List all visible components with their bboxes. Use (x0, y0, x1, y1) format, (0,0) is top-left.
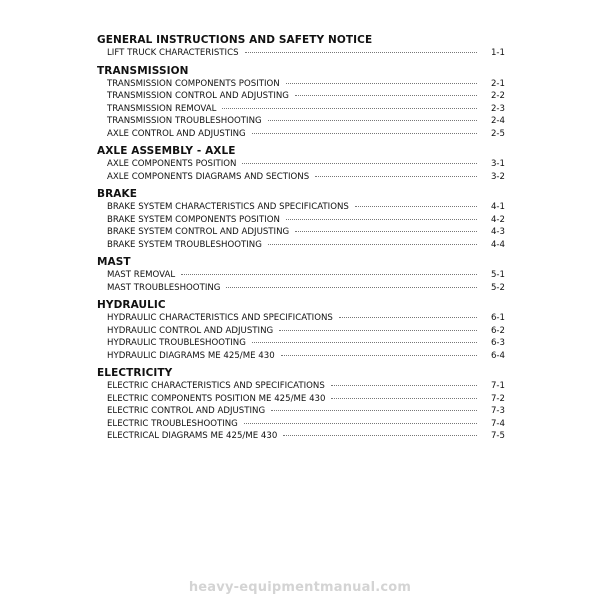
entry-page-number: 6-3 (490, 338, 505, 348)
section-title: GENERAL INSTRUCTIONS AND SAFETY NOTICE (97, 34, 373, 46)
entry-label: BRAKE SYSTEM CONTROL AND ADJUSTING (107, 227, 290, 237)
dot-leader (281, 355, 477, 356)
entry-label: ELECTRIC COMPONENTS POSITION ME 425/ME 430 (107, 393, 326, 404)
dot-leader (286, 83, 477, 84)
entry-label: TRANSMISSION CONTROL AND ADJUSTING (107, 91, 289, 101)
entry-label: AXLE COMPONENTS DIAGRAMS AND SECTIONS (107, 171, 310, 182)
entry-label: HYDRAULIC CONTROL AND ADJUSTING (107, 325, 274, 336)
toc-section (97, 299, 505, 362)
entry-label: TRANSMISSION REMOVAL (107, 103, 217, 114)
entry-page-number: 3-1 (490, 159, 505, 169)
entry-label: ELECTRIC CHARACTERISTICS AND SPECIFICATIONS (107, 381, 325, 391)
dot-leader (271, 410, 477, 411)
entry-label: TRANSMISSION COMPONENTS POSITION (107, 78, 280, 89)
dot-leader (181, 274, 477, 275)
entry-page-number: 2-3 (490, 103, 505, 114)
toc-section (97, 367, 505, 443)
toc-entry[interactable] (97, 282, 505, 295)
dot-leader (268, 244, 477, 245)
entry-page-number: 4-4 (490, 239, 505, 250)
toc-entry[interactable] (97, 269, 505, 282)
dot-leader (295, 95, 477, 96)
toc-entry[interactable] (97, 325, 505, 338)
section-title: ELECTRICITY (97, 367, 173, 379)
toc-section (97, 256, 505, 294)
toc-entry[interactable] (97, 103, 505, 116)
toc-entry[interactable] (97, 337, 505, 350)
entry-label: MAST TROUBLESHOOTING (107, 282, 221, 293)
entry-label: LIFT TRUCK CHARACTERISTICS (107, 48, 239, 58)
toc-section (97, 65, 505, 141)
toc-entry[interactable] (97, 171, 505, 184)
entry-page-number: 5-1 (490, 270, 505, 280)
toc-section (97, 34, 505, 60)
toc-entry[interactable] (97, 430, 505, 443)
section-title: BRAKE (97, 188, 138, 200)
dot-leader (252, 342, 477, 343)
toc-entry[interactable] (97, 312, 505, 325)
section-title: MAST (97, 256, 131, 268)
dot-leader (244, 423, 477, 424)
entry-label: AXLE COMPONENTS POSITION (107, 159, 237, 169)
section-title: AXLE ASSEMBLY - AXLE (97, 145, 236, 157)
entry-page-number: 6-4 (490, 350, 505, 361)
dot-leader (295, 231, 477, 232)
dot-leader (339, 317, 477, 318)
toc-entry[interactable] (97, 405, 505, 418)
entry-page-number: 7-5 (490, 431, 505, 441)
section-title: TRANSMISSION (97, 64, 189, 77)
entry-label: BRAKE SYSTEM CHARACTERISTICS AND SPECIFICATIONS (107, 202, 349, 212)
entry-page-number: 4-3 (490, 227, 505, 237)
toc-entry[interactable] (97, 350, 505, 363)
toc-entry[interactable] (97, 214, 505, 227)
entry-label: ELECTRIC TROUBLESHOOTING (107, 418, 238, 429)
entry-page-number: 7-3 (490, 406, 505, 416)
toc-entry[interactable] (97, 418, 505, 431)
toc-entry[interactable] (97, 115, 505, 128)
dot-leader (222, 108, 477, 109)
toc-entry[interactable] (97, 201, 505, 214)
dot-leader (226, 287, 477, 288)
dot-leader (242, 163, 477, 164)
entry-page-number: 2-1 (490, 78, 505, 89)
toc-entry[interactable] (97, 128, 505, 141)
entry-page-number: 6-1 (490, 313, 505, 323)
entry-page-number: 4-2 (490, 214, 505, 225)
toc-entry[interactable] (97, 393, 505, 406)
entry-label: AXLE CONTROL AND ADJUSTING (107, 128, 246, 139)
entry-label: ELECTRICAL DIAGRAMS ME 425/ME 430 (107, 431, 278, 441)
entry-page-number: 2-5 (490, 128, 505, 139)
entry-page-number: 7-4 (490, 418, 505, 429)
toc-entry[interactable] (97, 90, 505, 103)
entry-page-number: 7-2 (490, 393, 505, 404)
entry-label: HYDRAULIC CHARACTERISTICS AND SPECIFICATIONS (107, 313, 333, 323)
toc-entry[interactable] (97, 239, 505, 252)
dot-leader (252, 133, 477, 134)
table-of-contents (97, 34, 505, 443)
entry-label: BRAKE SYSTEM TROUBLESHOOTING (107, 239, 262, 250)
toc-entry[interactable] (97, 226, 505, 239)
toc-entry[interactable] (97, 158, 505, 171)
entry-page-number: 5-2 (490, 282, 505, 293)
entry-page-number: 4-1 (490, 202, 505, 212)
section-title: HYDRAULIC (97, 299, 166, 311)
entry-page-number: 1-1 (490, 48, 505, 58)
entry-label: HYDRAULIC TROUBLESHOOTING (107, 338, 246, 348)
dot-leader (279, 330, 477, 331)
dot-leader (245, 52, 477, 53)
entry-label: ELECTRIC CONTROL AND ADJUSTING (107, 406, 266, 416)
dot-leader (315, 176, 477, 177)
toc-section (97, 145, 505, 183)
toc-section (97, 188, 505, 251)
dot-leader (355, 206, 477, 207)
watermark: heavy-equipmentmanual.com (188, 580, 412, 595)
entry-page-number: 2-4 (490, 116, 505, 126)
dot-leader (268, 120, 477, 121)
entry-page-number: 6-2 (490, 325, 505, 336)
toc-entry[interactable] (97, 380, 505, 393)
entry-label: HYDRAULIC DIAGRAMS ME 425/ME 430 (107, 350, 275, 361)
entry-page-number: 3-2 (490, 171, 505, 182)
toc-entry[interactable] (97, 78, 505, 91)
entry-label: TRANSMISSION TROUBLESHOOTING (107, 116, 262, 126)
dot-leader (286, 219, 477, 220)
dot-leader (331, 385, 477, 386)
entry-label: BRAKE SYSTEM COMPONENTS POSITION (107, 214, 280, 225)
entry-page-number: 2-2 (490, 91, 505, 101)
entry-label: MAST REMOVAL (107, 270, 176, 280)
dot-leader (331, 398, 477, 399)
dot-leader (283, 435, 477, 436)
entry-page-number: 7-1 (490, 381, 505, 391)
toc-entry[interactable] (97, 47, 505, 60)
